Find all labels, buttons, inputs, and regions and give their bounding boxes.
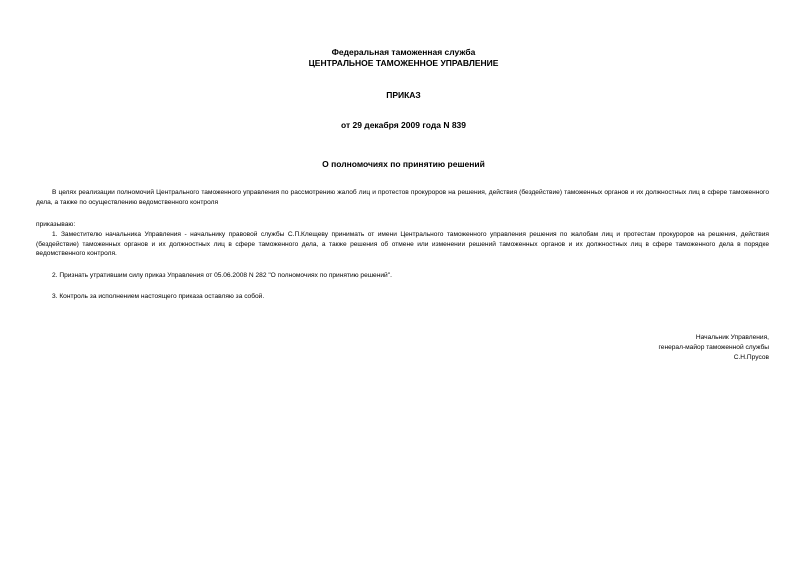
signer-rank: генерал-майор таможенной службы bbox=[658, 344, 769, 351]
signer-name: С.Н.Прусов bbox=[733, 354, 769, 361]
document-date-number: от 29 декабря 2009 года N 839 bbox=[340, 120, 467, 130]
order-word: приказываю: bbox=[36, 221, 76, 228]
signature-block bbox=[469, 333, 769, 363]
preamble-paragraph: В целях реализации полномочий Центрального таможенного управления по рассмотрению жалоб лиц и протестов прокуроров на решения, действия (бездействие) таможенных органов и их должностных лиц в сфере таможенного дела, а также по осуществлению ведомственного контроля bbox=[36, 189, 769, 206]
order-item-3: 3. Контроль за исполнением настоящего приказа оставляю за собой. bbox=[52, 293, 265, 300]
order-item-2: 2. Признать утратившим силу приказ Управления от 05.06.2008 N 282 "О полномочиях по принятию решений". bbox=[52, 272, 392, 279]
document-header bbox=[0, 47, 807, 69]
document-subject: О полномочиях по принятию решений bbox=[322, 159, 485, 169]
signer-position: Начальник Управления, bbox=[695, 334, 769, 341]
document-type: ПРИКАЗ bbox=[386, 90, 421, 100]
department-name: ЦЕНТРАЛЬНОЕ ТАМОЖЕННОЕ УПРАВЛЕНИЕ bbox=[308, 58, 499, 68]
order-item-1: 1. Заместителю начальника Управления - начальнику правовой службы С.П.Клещеву принимать от имени Центрального таможенного управления решения по жалобам лиц и протестам прокуроров на решения, действия (бездействие) таможенных органов и их должностных лиц в сфере таможенного дела, а также решения об отмене или изменении решений таможенных органов и их должностных лиц в сфере таможенного дела в порядке ведомственного контроля. bbox=[36, 231, 769, 258]
organization-name: Федеральная таможенная служба bbox=[331, 47, 476, 57]
